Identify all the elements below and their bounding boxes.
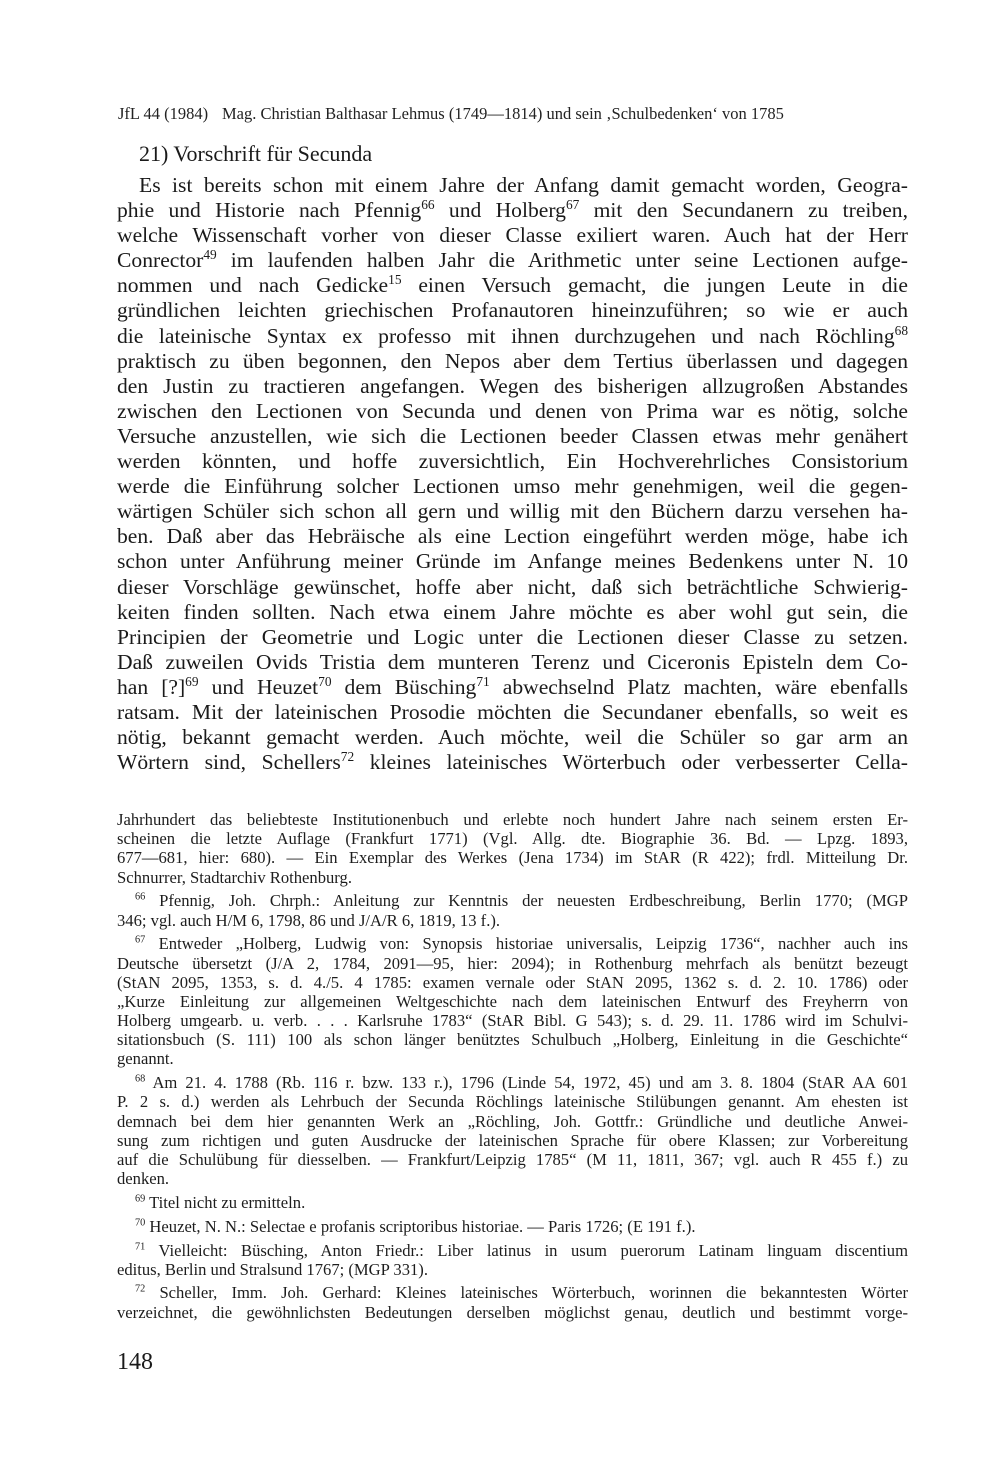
- body-line: welche Wissenschaft vorher von dieser Classe exiliert waren. Auch hat der Herr: [117, 223, 908, 248]
- body-line: Es ist bereits schon mit einem Jahre der Anfang damit gemacht worden, Geogra-: [139, 173, 908, 197]
- body-line: Wörtern sind, Schellers$^{72}$ kleines lateinisches Wörterbuch oder verbesserter Cella-: [117, 748, 908, 775]
- body-line: phie und Historie nach Pfennig$^{66}$ und Holberg$^{67}$ mit den Secundanern zu treiben,: [117, 196, 908, 223]
- footnote-line: denken.: [117, 1169, 170, 1189]
- footnote: [117, 1073, 908, 1188]
- footnote-line: $^{67}$ Entweder „Holberg, Ludwig von: Synopsis historiae universalis, Leipzig 1736“, nachher auch ins: [135, 934, 908, 954]
- footnote-line: „Kurze Einleitung zur allgemeinen Weltgeschichte nach dem lateinischen Entwurf des Freyherrn von: [117, 991, 908, 1011]
- body-line: praktisch zu üben begonnen, den Nepos aber dem Tertius überlassen und dagegen: [117, 348, 908, 373]
- body-line: gründlichen leichten griechischen Profanautoren hineinzuführen; so wie er auch: [117, 298, 908, 323]
- body-line: schon unter Anführung meiner Gründe im Anfange meines Bedenkens unter N. 10: [117, 549, 908, 574]
- body-text: [117, 173, 908, 775]
- body-line: nommen und nach Gedicke$^{15}$ einen Versuch gemacht, die jungen Leute in die: [117, 272, 908, 298]
- footnote-line: sung zum richtigen und guten Ausdrucke der lateinischen Sprache für obere Klassen; zur Vorbereitung: [117, 1130, 908, 1150]
- body-line: Conrector$^{49}$ im laufenden halben Jahr die Arithmetic unter seine Lectionen aufge-: [117, 247, 908, 273]
- footnote: [117, 891, 908, 929]
- body-line: han [?]$^{69}$ und Heuzet$^{70}$ dem Büsching$^{71}$ abwechselnd Platz machten, wäre ebenfalls: [117, 673, 908, 699]
- footnote-line: Schnurrer, Stadtarchiv Rothenburg.: [117, 867, 352, 887]
- footnote: [117, 810, 908, 887]
- body-line: ben. Daß aber das Hebräische als eine Lection eingeführt werden möge, habe ich: [117, 524, 908, 549]
- page-number: 148: [117, 1349, 153, 1375]
- body-line: den Justin zu tractieren angefangen. Wegen des bisherigen allzugroßen Abstandes: [117, 373, 908, 398]
- footnotes: [117, 810, 908, 1326]
- footnote-line: scheinen die letzte Auflage (Frankfurt 1771) (Vgl. Allg. dte. Biographie 36. Bd. — Lpzg. 1893,: [117, 829, 908, 849]
- section-heading: 21) Vorschrift für Secunda: [139, 141, 373, 166]
- footnote-line: $^{71}$ Vielleicht: Büsching, Anton Friedr.: Liber latinus in usum puerorum Latinam linguam discentium: [135, 1240, 908, 1260]
- footnote-line: $^{68}$ Am 21. 4. 1788 (Rb. 116 r. bzw. 133 r.), 1796 (Linde 54, 1972, 45) und am 3. 8. 1804 (StAR AA 601: [135, 1073, 908, 1093]
- body-line: keiten finden sollten. Nach etwa einem Jahre möchte es aber wohl gut sein, die: [117, 599, 908, 624]
- body-line: Daß zuweilen Ovids Tristia dem munteren Terenz und Ciceronis Episteln dem Co-: [117, 649, 908, 674]
- footnote-line: genannt.: [117, 1049, 174, 1069]
- body-line: nötig, bekannt gemacht werden. Auch möchte, weil die Schüler so gar arm an: [117, 725, 908, 750]
- footnote-line: editus, Berlin und Stralsund 1767; (MGP 331).: [117, 1259, 428, 1279]
- footnote-line: auf die Schulübung für diesselben. — Frankfurt/Leipzig 1785“ (M 11, 1811, 367; vgl. auch R 455 f.) zu: [117, 1149, 908, 1169]
- footnote: [117, 1241, 908, 1279]
- footnote-line: (StAN 2095, 1353, s. d. 4./5. 4 1785: examen vernale oder StAN 2095, 1362 s. d. 2. 10. 1786) oder: [117, 972, 908, 992]
- footnote: [117, 1283, 908, 1321]
- footnote-line: sitationsbuch (S. 111) 100 als schon länger benütztes Schulbuch „Holberg, Einleitung in die Geschichte“: [117, 1030, 908, 1050]
- footnote: [117, 934, 908, 1068]
- body-line: die lateinische Syntax ex professo mit ihnen durchzugehen und nach Röchling$^{68}$: [117, 322, 908, 348]
- footnote-line: $^{72}$ Scheller, Imm. Joh. Gerhard: Kleines lateinisches Wörterbuch, worinnen die bekanntesten Wörter: [135, 1283, 908, 1303]
- body-line: werden könnten, und hoffe zuversichtlich, Ein Hochverehrliches Consistorium: [117, 449, 908, 474]
- footnote-line: verzeichnet, die gewöhnlichsten Bedeutungen derselben möglichst genau, deutlich und bestimmt vorge-: [117, 1302, 908, 1322]
- body-line: dieser Vorschläge gewünschet, hoffe aber nicht, daß sich beträchtliche Schwierig-: [117, 574, 908, 599]
- body-line: Versuche anzustellen, wie sich die Lectionen beeder Classen etwas mehr genähert: [117, 423, 908, 448]
- footnote-line: 677—681, hier: 680). — Ein Exemplar des Werkes (Jena 1734) im StAR (R 422); frdl. Mitteilung Dr.: [117, 848, 908, 868]
- footnote-line: 346; vgl. auch H/M 6, 1798, 86 und J/A/R 6, 1819, 13 f.).: [117, 910, 501, 930]
- footnote-line: demnach bei dem hier genannten Werk an „Röchling, Joh. Gottfr.: Gründliche und deutliche Anwei-: [117, 1111, 908, 1131]
- body-line: ratsam. Mit der lateinischen Prosodie möchten die Secundaner ebenfalls, so weit es: [117, 699, 908, 724]
- journal-reference: JfL 44 (1984): [118, 104, 209, 123]
- footnote-line: $^{70}$ Heuzet, N. N.: Selectae e profanis scriptoribus historiae. — Paris 1726; (E 191 f.).: [135, 1216, 696, 1236]
- body-line: Principien der Geometrie und Logic unter die Lectionen dieser Classe zu setzen.: [117, 624, 908, 649]
- footnote-line: Deutsche übersetzt (J/A 2, 1784, 2091—95, hier: 2094); in Rothenburg mehrfach als benützt bezeugt: [117, 953, 908, 973]
- footnote-line: Jahrhundert das beliebteste Institutionenbuch und erlebte noch hundert Jahre nach seinem ersten Er-: [117, 810, 908, 829]
- footnote: [117, 1217, 908, 1236]
- footnote-line: Holberg umgearb. u. verb. . . . Karlsruhe 1783“ (StAR Bibl. G 543); s. d. 29. 11. 1786 wird im Schulvi-: [117, 1011, 908, 1031]
- body-line: werde die Einführung solcher Lectionen umso mehr genehmigen, weil die gegen-: [117, 474, 908, 499]
- body-line: zwischen den Lectionen von Secunda und denen von Prima war es nötig, solche: [117, 398, 908, 423]
- footnote-line: $^{66}$ Pfennig, Joh. Chrph.: Anleitung zur Kenntnis der neuesten Erdbeschreibung, Berlin 1770; (MGP: [135, 891, 908, 911]
- footnote-line: $^{69}$ Titel nicht zu ermitteln.: [135, 1192, 306, 1212]
- running-head: [118, 104, 908, 124]
- article-title: Mag. Christian Balthasar Lehmus (1749—1814) und sein ‚Schulbedenken‘ von 1785: [222, 104, 784, 123]
- footnote: [117, 1193, 908, 1212]
- body-line: wärtigen Schüler sich schon all gern und willig mit den Büchern darzu versehen ha-: [117, 499, 908, 524]
- footnote-line: P. 2 s. d.) werden als Lehrbuch der Secunda Röchlings lateinische Stilübungen genannt. Am ehesten ist: [117, 1092, 908, 1112]
